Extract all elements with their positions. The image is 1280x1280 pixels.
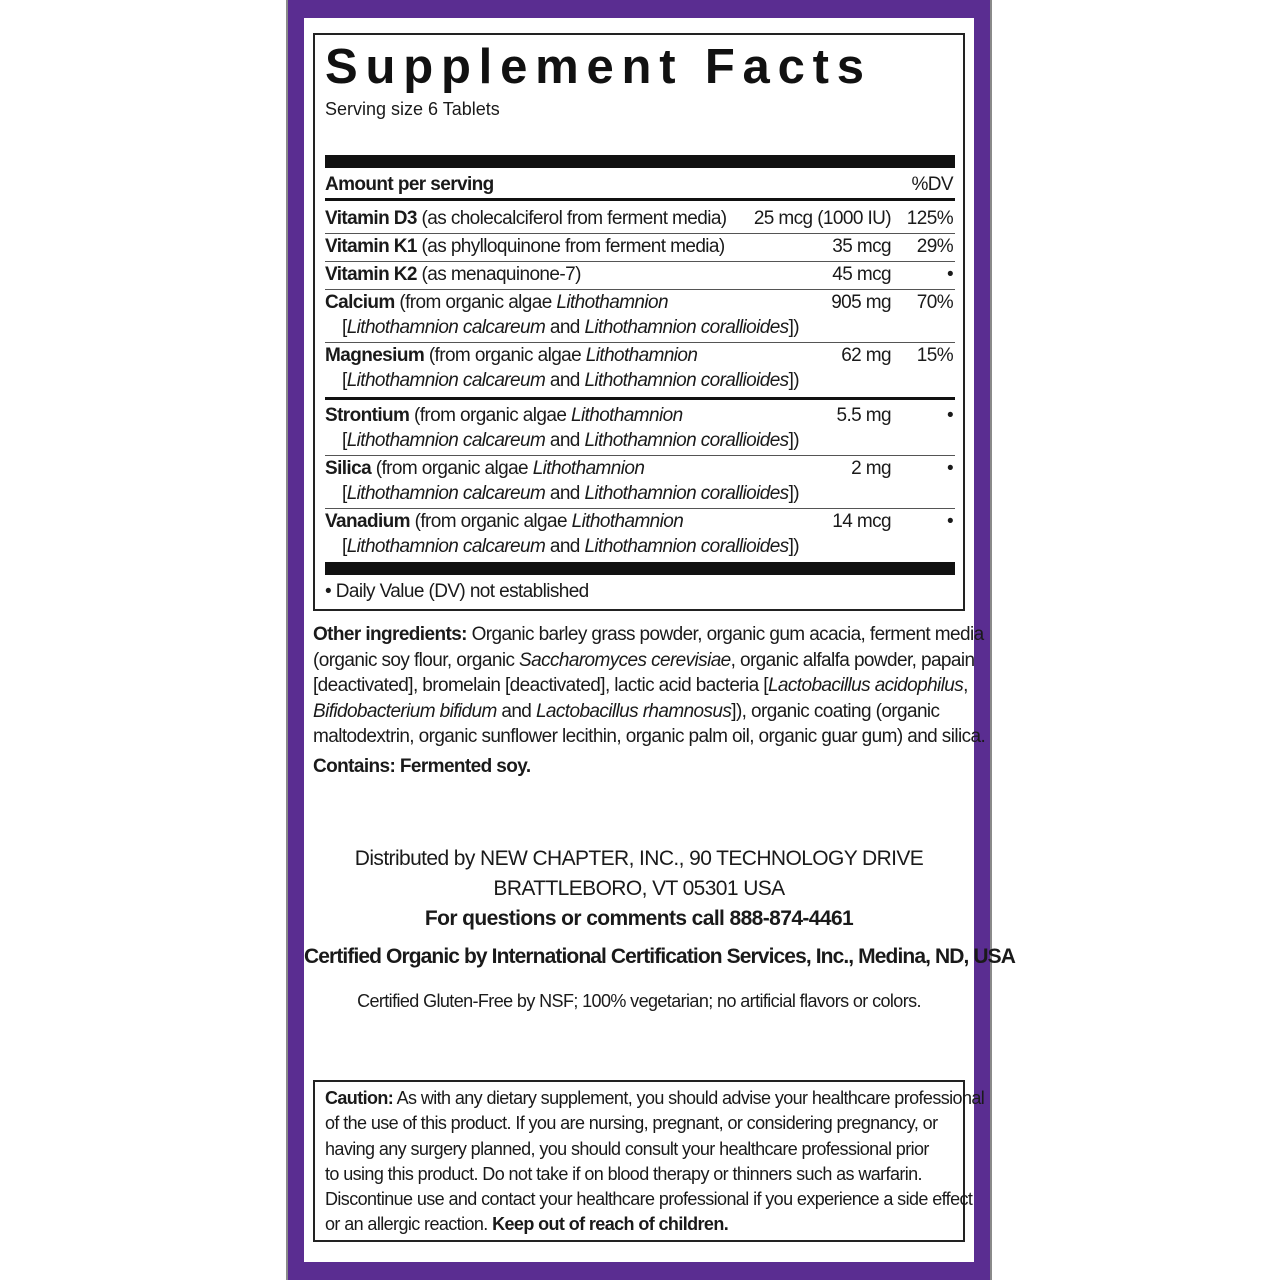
supplement-facts-panel — [313, 33, 965, 611]
distributor-line-2: BRATTLEBORO, VT 05301 USA — [493, 877, 785, 900]
nutrient-amount: 14 mcg — [832, 511, 891, 532]
algae-species: Lithothamnion calcareum — [346, 483, 546, 504]
nutrient-amount: 45 mcg — [832, 264, 891, 285]
dv-footnote: • Daily Value (DV) not established — [325, 581, 589, 602]
ingredients-line: [deactivated], bromelain [deactivated], lactic acid bacteria [ — [313, 675, 768, 697]
algae-genus: Lithothamnion — [532, 458, 645, 479]
section-divider — [325, 397, 955, 400]
ingredients-line: ]), organic coating (organic — [731, 700, 940, 722]
algae-species: Lithothamnion corallioides — [584, 483, 789, 504]
algae-species: Lithothamnion corallioides — [584, 370, 789, 391]
nutrient-dv: • — [946, 264, 953, 285]
bracket-open: [ — [342, 536, 347, 557]
algae-species: Lithothamnion calcareum — [346, 317, 546, 338]
nutrient-amount: 25 mcg (1000 IU) — [753, 208, 891, 229]
ingredients-line: and — [501, 700, 532, 722]
other-ingredients-label: Other ingredients: — [313, 624, 467, 645]
nutrient-source: (as cholecalciferol from ferment media) — [421, 208, 727, 229]
header-divider — [325, 198, 955, 201]
algae-species: Lithothamnion corallioides — [584, 317, 789, 338]
caution-line: of the use of this product. If you are nursing, pregnant, or considering pregnancy, or — [325, 1113, 938, 1134]
ingredient-species: Lactobacillus acidophilus — [767, 675, 964, 697]
gluten-free-statement: Certified Gluten-Free by NSF; 100% vegetarian; no artificial flavors or colors. — [357, 991, 921, 1011]
and-text: and — [549, 317, 580, 338]
nutrient-name: Calcium — [325, 292, 395, 313]
caution-line: to using this product. Do not take if on blood therapy or thinners such as warfarin. — [325, 1163, 922, 1184]
bracket-close: ]) — [788, 536, 799, 557]
bracket-open: [ — [342, 317, 347, 338]
caution-line: having any surgery planned, you should consult your healthcare professional prior — [325, 1138, 929, 1159]
caution-panel — [313, 1080, 985, 1242]
bracket-close: ]) — [788, 430, 799, 451]
certified-organic: Certified Organic by International Certification Services, Inc., Medina, ND, USA — [304, 945, 1016, 968]
keep-out-of-reach: Keep out of reach of children. — [492, 1214, 729, 1235]
nutrient-name: Vitamin D3 — [325, 208, 417, 229]
allergen-contains: Contains: Fermented soy. — [313, 755, 531, 777]
nutrient-dv: • — [946, 405, 953, 426]
algae-genus: Lithothamnion — [571, 511, 684, 532]
nutrient-name: Magnesium — [325, 345, 425, 366]
nutrient-source: (from organic algae — [414, 511, 567, 532]
bracket-open: [ — [342, 483, 347, 504]
nutrient-amount: 35 mcg — [832, 236, 891, 257]
algae-species: Lithothamnion calcareum — [346, 536, 546, 557]
nutrient-amount: 62 mg — [841, 345, 891, 366]
algae-genus: Lithothamnion — [585, 345, 698, 366]
nutrient-source: (as phylloquinone from ferment media) — [421, 236, 725, 257]
nutrient-amount: 2 mg — [851, 458, 891, 479]
nutrient-amount: 905 mg — [831, 292, 891, 313]
and-text: and — [549, 483, 580, 504]
ingredient-species: Saccharomyces cerevisiae — [519, 649, 731, 671]
ingredients-line: maltodextrin, organic sunflower lecithin, organic palm oil, organic guar gum) and silica. — [313, 726, 986, 748]
nutrient-name: Vitamin K1 — [325, 236, 417, 257]
nutrient-dv: 125% — [906, 208, 953, 229]
ingredient-species: Bifidobacterium bifidum — [313, 700, 497, 722]
nutrient-name: Vanadium — [325, 511, 410, 532]
algae-species: Lithothamnion calcareum — [346, 430, 546, 451]
ingredients-line: (organic soy flour, organic — [313, 649, 515, 671]
facts-title: Supplement Facts — [325, 40, 872, 94]
header-dv: %DV — [911, 174, 953, 195]
caution-label: Caution: — [325, 1088, 394, 1108]
nutrient-source: (as menaquinone-7) — [421, 264, 581, 285]
nutrient-source: (from organic algae — [428, 345, 582, 366]
serving-size: Serving size 6 Tablets — [325, 99, 500, 119]
and-text: and — [549, 430, 580, 451]
bracket-open: [ — [342, 430, 347, 451]
bracket-close: ]) — [788, 370, 799, 391]
and-text: and — [549, 370, 580, 391]
algae-genus: Lithothamnion — [556, 292, 668, 313]
nutrient-dv: 29% — [916, 236, 953, 257]
ingredient-species: Lactobacillus rhamnosus — [535, 700, 732, 722]
nutrient-source: (from organic algae — [414, 405, 567, 426]
header-amount-per-serving: Amount per serving — [325, 174, 494, 195]
caution-line: or an allergic reaction. — [325, 1214, 488, 1235]
bracket-close: ]) — [788, 483, 799, 504]
nutrient-dv: 70% — [916, 292, 953, 313]
thick-divider — [325, 562, 955, 575]
bracket-open: [ — [342, 370, 347, 391]
algae-genus: Lithothamnion — [570, 405, 683, 426]
and-text: and — [549, 536, 580, 557]
nutrient-name: Silica — [325, 458, 372, 479]
nutrient-amount: 5.5 mg — [836, 405, 891, 426]
questions-phone: For questions or comments call 888-874-4461 — [424, 907, 854, 930]
ingredients-line: , organic alfalfa powder, papain — [730, 649, 975, 671]
nutrient-name: Vitamin K2 — [325, 264, 417, 285]
nutrient-dv: • — [946, 458, 953, 479]
nutrient-source: (from organic algae — [399, 292, 552, 313]
algae-species: Lithothamnion corallioides — [584, 536, 789, 557]
algae-species: Lithothamnion calcareum — [346, 370, 546, 391]
ingredients-line: Organic barley grass powder, organic gum acacia, ferment media — [471, 624, 984, 645]
thick-divider — [325, 155, 955, 168]
ingredients-line: , — [963, 675, 968, 697]
other-ingredients — [313, 622, 986, 780]
nutrient-dv: 15% — [916, 345, 953, 366]
nutrient-source: (from organic algae — [375, 458, 529, 479]
caution-line: As with any dietary supplement, you should advise your healthcare professional — [396, 1088, 985, 1108]
nutrient-name: Strontium — [325, 405, 410, 426]
distributor-line-1: Distributed by NEW CHAPTER, INC., 90 TECHNOLOGY DRIVE — [354, 847, 924, 870]
algae-species: Lithothamnion corallioides — [584, 430, 789, 451]
bracket-close: ]) — [788, 317, 799, 338]
caution-line: Discontinue use and contact your healthcare professional if you experience a side effect — [325, 1189, 973, 1210]
nutrient-dv: • — [946, 511, 953, 532]
